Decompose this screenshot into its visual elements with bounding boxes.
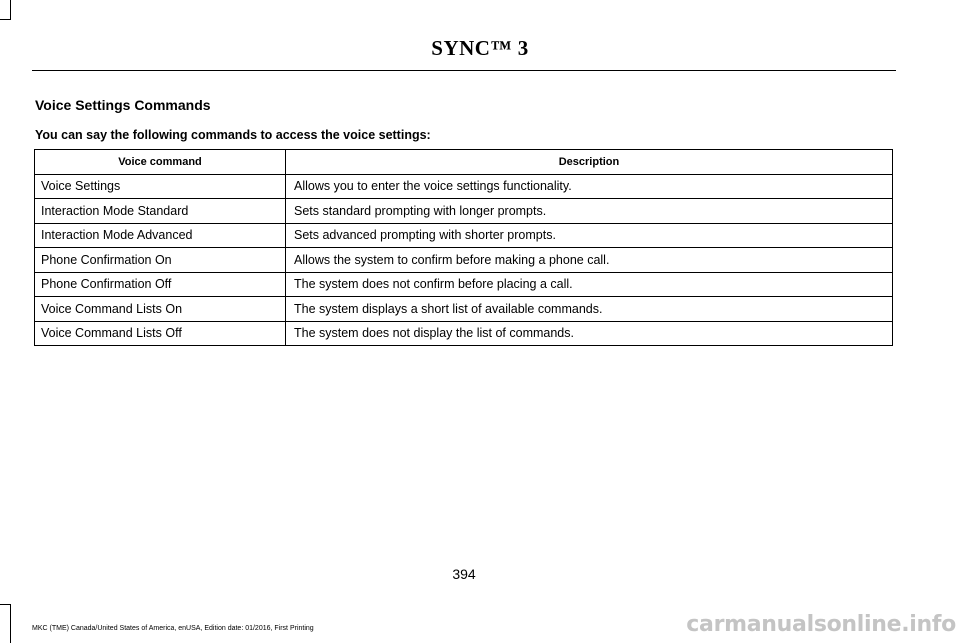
table-header-row [35, 150, 893, 175]
command-cell: Phone Confirmation Off [35, 272, 286, 297]
description-cell: The system does not confirm before placing a call. [286, 272, 893, 297]
table-row [35, 321, 893, 346]
watermark-logo: carmanualsonline.info [686, 612, 956, 637]
table-row [35, 223, 893, 248]
table-row [35, 199, 893, 224]
table-row [35, 297, 893, 322]
voice-commands-table [34, 149, 893, 346]
section-intro: You can say the following commands to access the voice settings: [35, 128, 431, 142]
command-cell: Voice Settings [35, 174, 286, 199]
table-row [35, 174, 893, 199]
description-cell: Allows the system to confirm before making a phone call. [286, 248, 893, 273]
column-header-voice-command: Voice command [35, 150, 286, 175]
description-cell: Allows you to enter the voice settings functionality. [286, 174, 893, 199]
crop-mark-top-left [0, 19, 11, 20]
command-cell: Voice Command Lists Off [35, 321, 286, 346]
page-number: 394 [452, 566, 476, 582]
command-cell: Voice Command Lists On [35, 297, 286, 322]
crop-mark-bottom-left [10, 604, 11, 643]
command-cell: Interaction Mode Standard [35, 199, 286, 224]
page-header-title: SYNC™ 3 [431, 36, 529, 60]
description-cell: Sets standard prompting with longer prompts. [286, 199, 893, 224]
description-cell: Sets advanced prompting with shorter prompts. [286, 223, 893, 248]
column-header-description: Description [286, 150, 893, 175]
table-row [35, 272, 893, 297]
description-cell: The system displays a short list of available commands. [286, 297, 893, 322]
command-cell: Interaction Mode Advanced [35, 223, 286, 248]
table-row [35, 248, 893, 273]
crop-mark-top-left [10, 0, 11, 20]
description-cell: The system does not display the list of commands. [286, 321, 893, 346]
crop-mark-bottom-left [0, 604, 11, 605]
edition-footer: MKC (TME) Canada/United States of America, enUSA, Edition date: 01/2016, First Printing [32, 625, 314, 632]
command-cell: Phone Confirmation On [35, 248, 286, 273]
section-title: Voice Settings Commands [35, 97, 211, 113]
header-divider [32, 70, 896, 71]
